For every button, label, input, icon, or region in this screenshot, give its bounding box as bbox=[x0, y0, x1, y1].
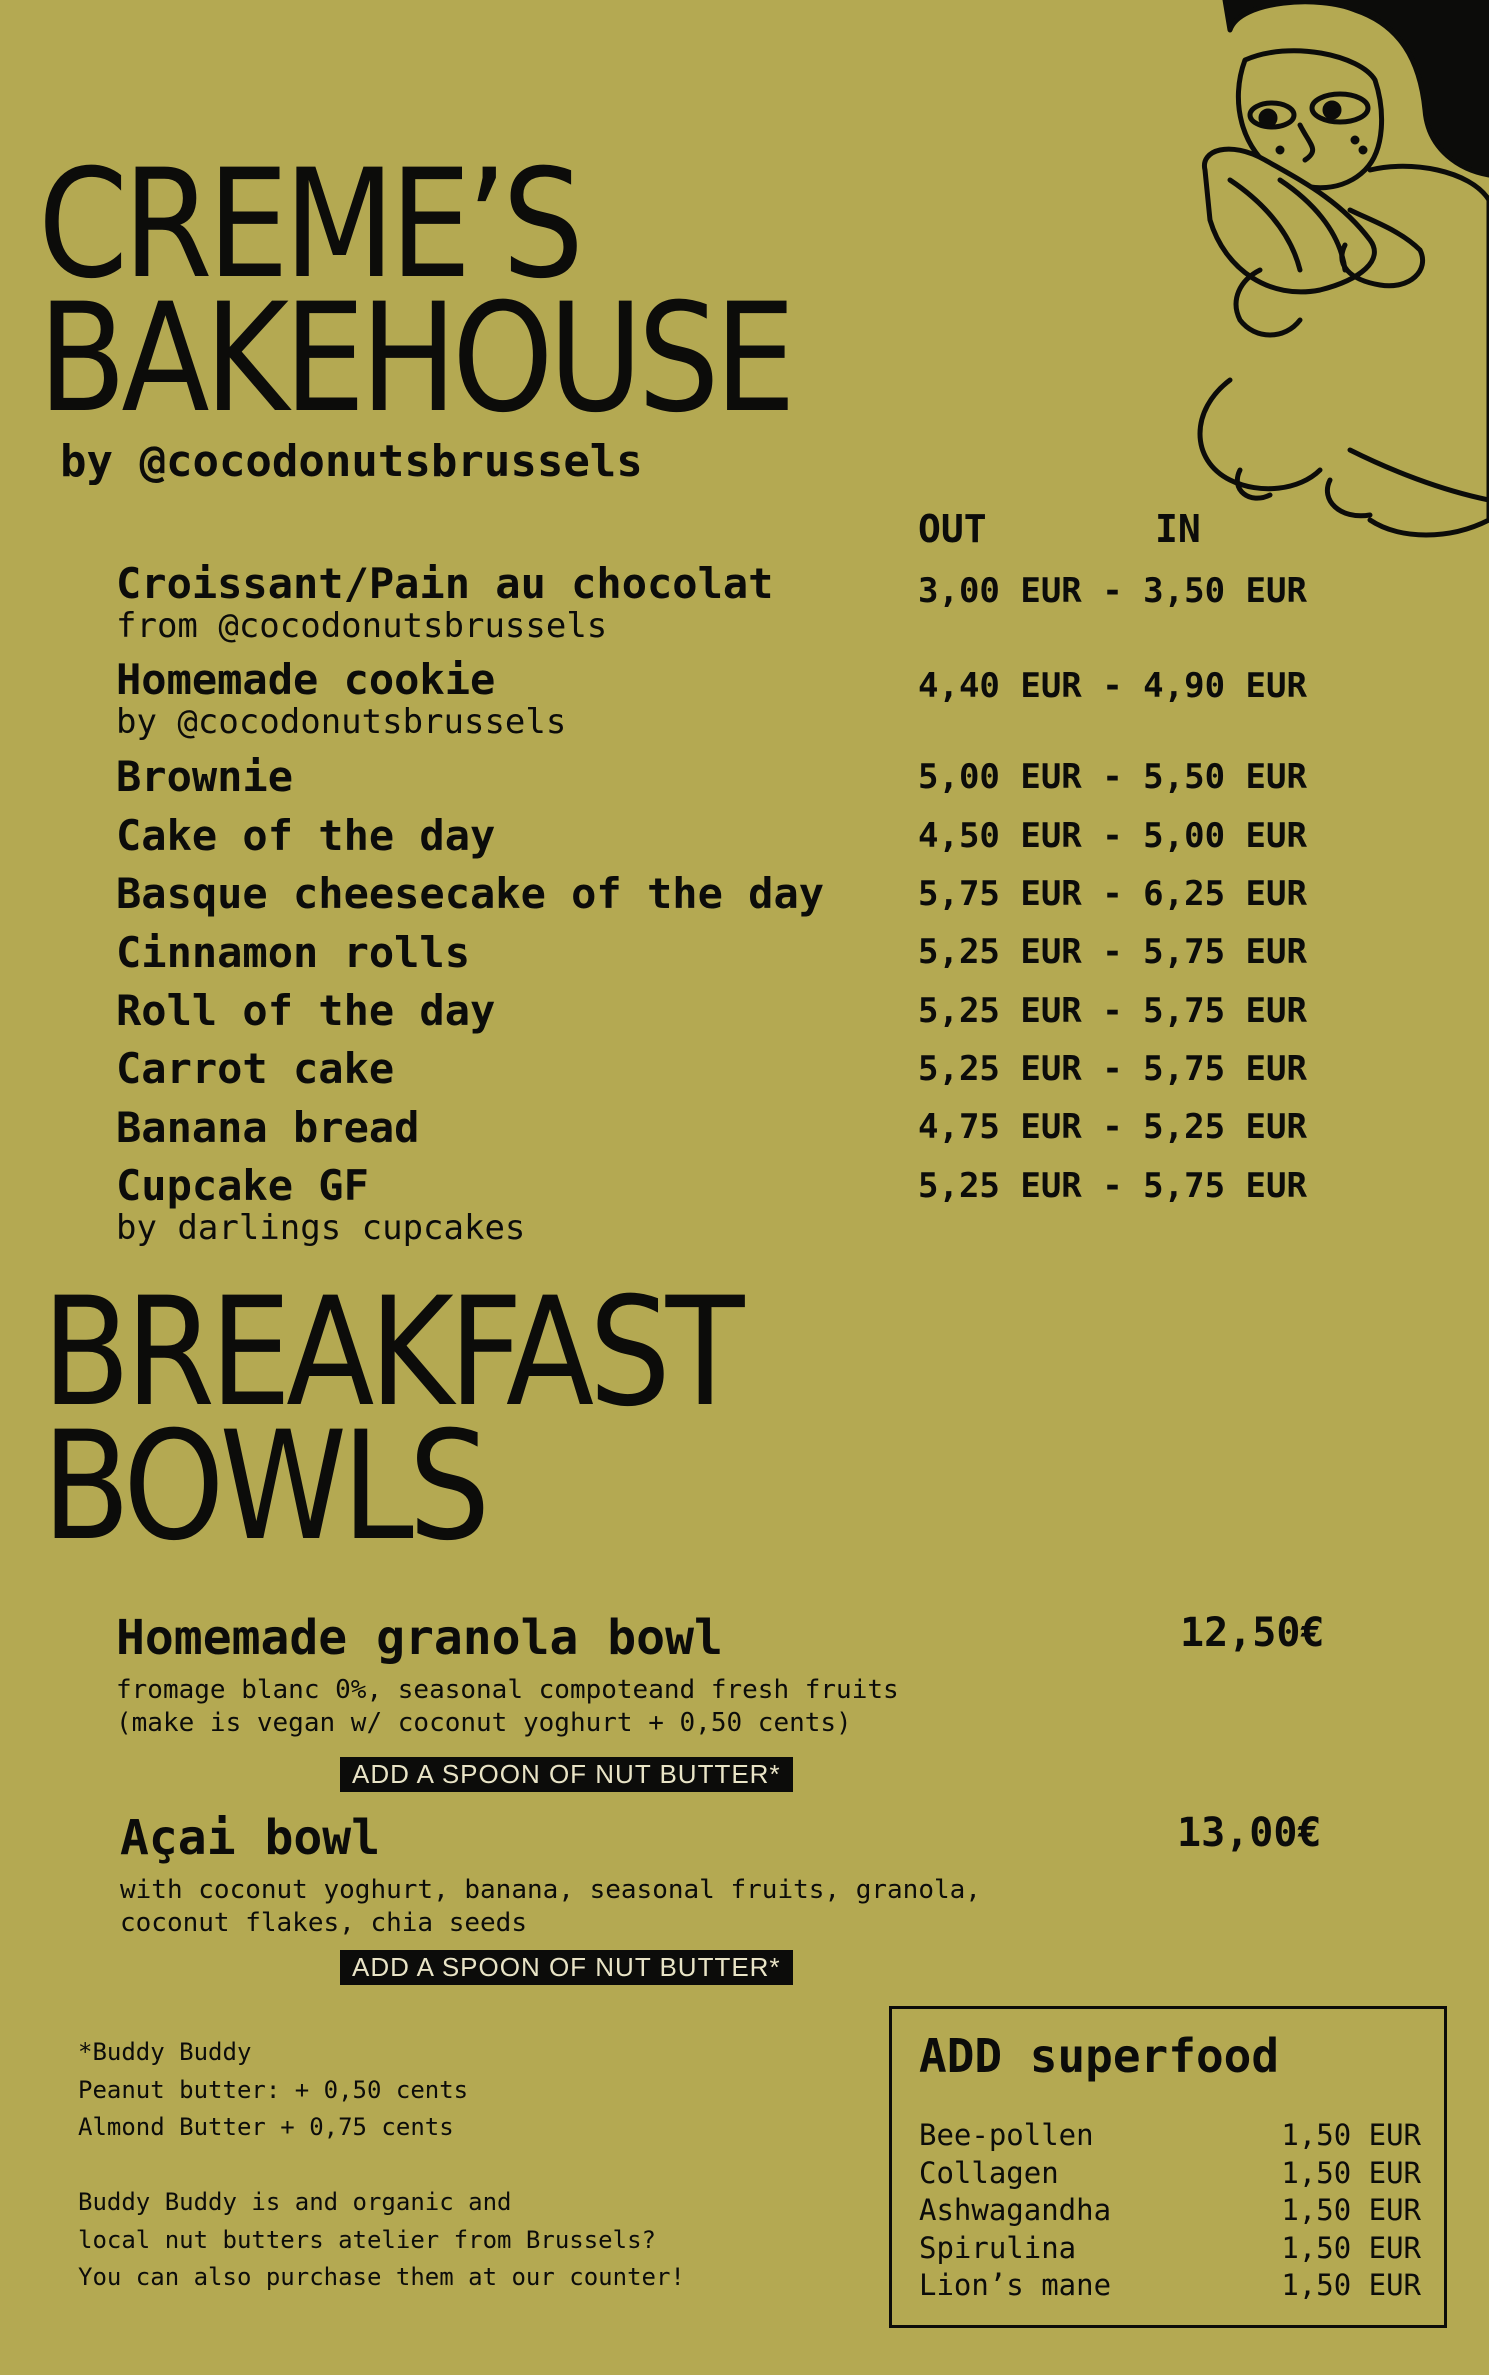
column-out-header: OUT bbox=[918, 507, 987, 551]
superfood-name: Collagen bbox=[919, 2155, 1059, 2190]
pastry-price: 4,75 EUR - 5,25 EUR bbox=[918, 1107, 1307, 1147]
pastry-price: 5,25 EUR - 5,75 EUR bbox=[918, 1049, 1307, 1089]
title-line-1: CREME’S bbox=[38, 138, 579, 312]
pastry-price: 3,00 EUR - 3,50 EUR bbox=[918, 571, 1307, 611]
bowl-price: 12,50€ bbox=[1180, 1610, 1325, 1656]
bowl-description-line: with coconut yoghurt, banana, seasonal fruits, granola, bbox=[120, 1875, 981, 1905]
superfood-row bbox=[919, 2192, 1421, 2230]
superfood-row bbox=[919, 2230, 1421, 2268]
bowl-name: Açai bowl bbox=[120, 1810, 381, 1866]
section-title-bowls bbox=[42, 1266, 853, 1574]
nut-butter-addon-badge: ADD A SPOON OF NUT BUTTER* bbox=[340, 1757, 793, 1792]
bowl-description bbox=[116, 1674, 899, 1740]
superfood-price: 1,50 EUR bbox=[1281, 2230, 1421, 2265]
pastry-item bbox=[116, 560, 773, 644]
pastry-name: Cupcake GF bbox=[116, 1161, 369, 1210]
pastry-source: by darlings cupcakes bbox=[116, 1208, 526, 1248]
nut-butter-notes bbox=[78, 2034, 685, 2297]
note-line: Almond Butter + 0,75 cents bbox=[78, 2113, 454, 2141]
superfood-row bbox=[919, 2267, 1421, 2305]
bowls-title-line-1: BREAKFAST bbox=[42, 1266, 740, 1440]
pastry-name: Homemade cookie bbox=[116, 655, 496, 704]
bowl-price: 13,00€ bbox=[1177, 1810, 1322, 1856]
superfood-list bbox=[919, 2117, 1421, 2305]
superfood-price: 1,50 EUR bbox=[1281, 2268, 1421, 2302]
nut-butter-addon-badge: ADD A SPOON OF NUT BUTTER* bbox=[340, 1950, 793, 1985]
pastry-item bbox=[116, 656, 566, 740]
note-spacer bbox=[78, 2147, 685, 2185]
bowl-description-line: fromage blanc 0%, seasonal compoteand fresh fruits bbox=[116, 1675, 899, 1705]
pastry-price: 5,25 EUR - 5,75 EUR bbox=[918, 991, 1307, 1031]
pastry-price: 5,25 EUR - 5,75 EUR bbox=[918, 1166, 1307, 1206]
pastry-name: Croissant/Pain au chocolat bbox=[116, 559, 774, 608]
bowl-description-line: (make is vegan w/ coconut yoghurt + 0,50 cents) bbox=[116, 1708, 852, 1738]
pastry-name: Carrot cake bbox=[116, 1044, 395, 1093]
byline: by @cocodonutsbrussels bbox=[60, 436, 643, 487]
note-line: *Buddy Buddy bbox=[78, 2038, 252, 2066]
pastry-price: 4,50 EUR - 5,00 EUR bbox=[918, 816, 1307, 856]
superfood-price: 1,50 EUR bbox=[1281, 2193, 1421, 2227]
header-title bbox=[38, 138, 913, 446]
superfood-name: Lion’s mane bbox=[919, 2268, 1112, 2302]
pastry-name: Banana bread bbox=[116, 1103, 420, 1152]
column-in-header: IN bbox=[1155, 507, 1201, 551]
note-line: Peanut butter: + 0,50 cents bbox=[78, 2075, 469, 2104]
pastry-name: Roll of the day bbox=[116, 986, 496, 1035]
superfood-price: 1,50 EUR bbox=[1281, 2155, 1421, 2190]
superfood-price: 1,50 EUR bbox=[1281, 2118, 1421, 2152]
superfood-name: Bee-pollen bbox=[919, 2118, 1094, 2152]
superfood-row bbox=[919, 2155, 1421, 2193]
pastry-source: by @cocodonutsbrussels bbox=[116, 702, 567, 742]
bowl-description-line: coconut flakes, chia seeds bbox=[120, 1908, 527, 1938]
bowl-name: Homemade granola bowl bbox=[116, 1610, 723, 1666]
bowl-description bbox=[120, 1874, 981, 1940]
croissant-character-icon bbox=[1170, 0, 1489, 545]
pastry-source: from @cocodonutsbrussels bbox=[116, 606, 608, 646]
pastry-name: Cake of the day bbox=[116, 811, 496, 860]
superfood-box bbox=[889, 2006, 1447, 2328]
note-line: You can also purchase them at our counter! bbox=[78, 2263, 685, 2291]
title-line-2: BAKEHOUSE bbox=[38, 272, 791, 446]
pastry-price: 5,00 EUR - 5,50 EUR bbox=[918, 757, 1307, 797]
pastry-price: 5,75 EUR - 6,25 EUR bbox=[918, 874, 1307, 914]
superfood-name: Ashwagandha bbox=[919, 2193, 1112, 2227]
bowls-title-line-2: BOWLS bbox=[42, 1400, 486, 1574]
pastry-item bbox=[116, 1162, 525, 1246]
note-line: local nut butters atelier from Brussels? bbox=[78, 2225, 656, 2254]
pastry-name: Cinnamon rolls bbox=[116, 928, 471, 977]
pastry-name: Basque cheesecake of the day bbox=[116, 869, 825, 918]
note-line: Buddy Buddy is and organic and bbox=[78, 2188, 512, 2216]
pastry-price: 4,40 EUR - 4,90 EUR bbox=[918, 666, 1307, 706]
pastry-price: 5,25 EUR - 5,75 EUR bbox=[918, 932, 1307, 972]
pastry-name: Brownie bbox=[116, 752, 294, 801]
superfood-row bbox=[919, 2117, 1421, 2155]
superfood-title: ADD superfood bbox=[919, 2029, 1280, 2083]
superfood-name: Spirulina bbox=[919, 2230, 1077, 2265]
